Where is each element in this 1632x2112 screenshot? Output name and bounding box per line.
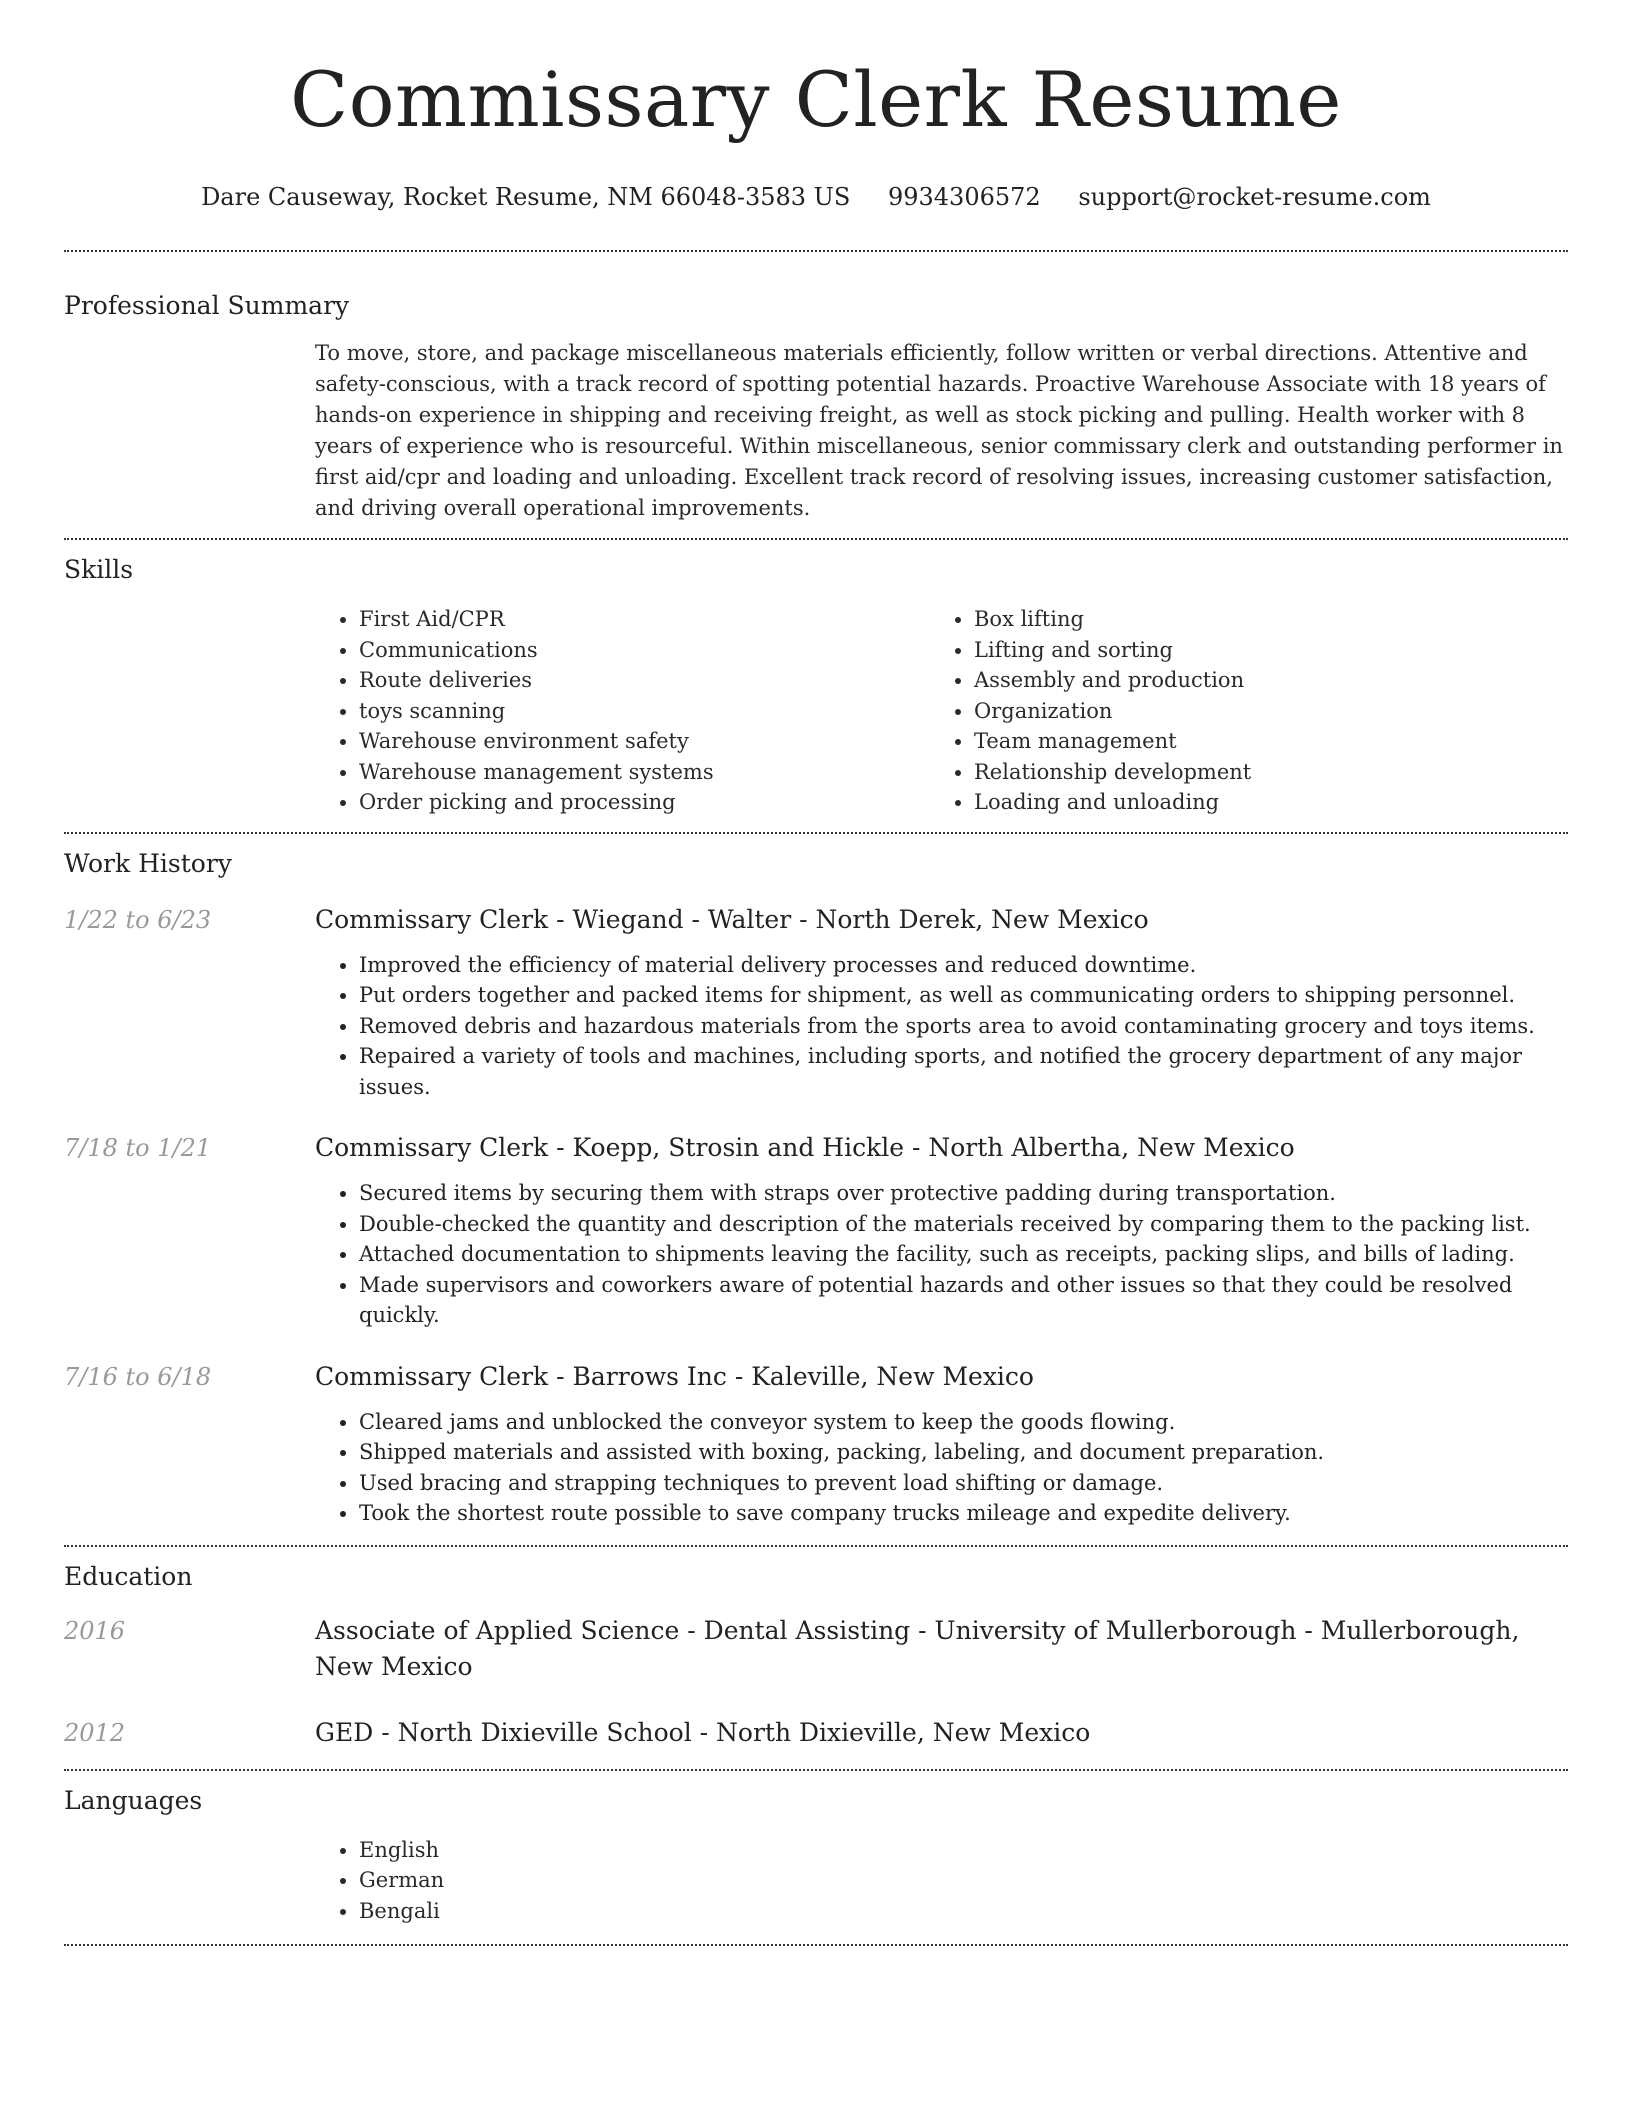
education-title: GED - North Dixieville School - North Dixieville, New Mexico	[315, 1717, 1091, 1747]
skill-item: • Team management	[974, 726, 1545, 757]
divider	[64, 1769, 1568, 1771]
job-bullet: • Improved the efficiency of material delivery processes and reduced downtime.	[359, 950, 1568, 981]
job-dates: 7/16 to 6/18	[64, 1362, 212, 1391]
job-title: Commissary Clerk - Barrows Inc - Kaleville, New Mexico	[315, 1361, 1034, 1391]
education-date: 2016	[64, 1616, 126, 1645]
skill-item: • Order picking and processing	[359, 787, 930, 818]
job-bullet: • Shipped materials and assisted with boxing, packing, labeling, and document preparation.	[359, 1437, 1568, 1468]
skill-item: • Route deliveries	[359, 665, 930, 696]
job-bullet: • Secured items by securing them with straps over protective padding during transportation.	[359, 1178, 1568, 1209]
job-entry	[64, 1130, 1568, 1331]
job-content	[315, 902, 1568, 1103]
skills-column-right	[930, 604, 1545, 818]
languages-list	[315, 1835, 1568, 1927]
job-bullet: • Double-checked the quantity and description of the materials received by comparing them to the packing list.	[359, 1209, 1568, 1240]
job-title: Commissary Clerk - Wiegand - Walter - North Derek, New Mexico	[315, 904, 1149, 934]
job-bullet: • Attached documentation to shipments leaving the facility, such as receipts, packing slips, and bills of lading.	[359, 1239, 1568, 1270]
job-bullet: • Removed debris and hazardous materials from the sports area to avoid contaminating grocery and toys items.	[359, 1011, 1568, 1042]
divider	[64, 832, 1568, 834]
section-title-languages: Languages	[64, 1785, 203, 1815]
phone-text: 9934306572	[887, 183, 1041, 211]
divider	[64, 250, 1568, 252]
job-content	[315, 1130, 1568, 1331]
language-item: • German	[359, 1865, 1568, 1896]
skill-item: • Loading and unloading	[974, 787, 1545, 818]
education-entry	[64, 1715, 1568, 1751]
resume-page	[64, 0, 1568, 1946]
skills-column-left	[315, 604, 930, 818]
contact-line	[64, 182, 1568, 212]
job-bullet: • Took the shortest route possible to save company trucks mileage and expedite delivery.	[359, 1498, 1568, 1529]
job-title: Commissary Clerk - Koepp, Strosin and Hickle - North Albertha, New Mexico	[315, 1133, 1295, 1162]
skill-item: • Organization	[974, 696, 1545, 727]
skills-list	[315, 604, 1568, 818]
skill-item: • Warehouse environment safety	[359, 726, 930, 757]
skill-item: • toys scanning	[359, 696, 930, 727]
language-item: • English	[359, 1835, 1568, 1866]
skill-item: • Communications	[359, 635, 930, 666]
education-date: 2012	[64, 1718, 126, 1747]
education-content	[315, 1613, 1568, 1685]
education-content	[315, 1715, 1568, 1751]
job-bullet: • Put orders together and packed items for shipment, as well as communicating orders to shipping personnel.	[359, 980, 1568, 1011]
skill-item: • First Aid/CPR	[359, 604, 930, 635]
job-content	[315, 1359, 1568, 1529]
skill-item: • Assembly and production	[974, 665, 1545, 696]
job-bullet: • Repaired a variety of tools and machines, including sports, and notified the grocery department of any major issues.	[359, 1041, 1568, 1102]
divider	[64, 1545, 1568, 1547]
skill-item: • Relationship development	[974, 757, 1545, 788]
job-dates: 7/18 to 1/21	[64, 1134, 212, 1162]
job-bullet: • Cleared jams and unblocked the conveyor system to keep the goods flowing.	[359, 1407, 1568, 1438]
section-title-education: Education	[64, 1561, 193, 1591]
job-dates: 1/22 to 6/23	[64, 905, 212, 934]
divider	[64, 538, 1568, 540]
skill-item: • Lifting and sorting	[974, 635, 1545, 666]
summary-text: To move, store, and package miscellaneous materials efficiently, follow written or verbal directions. Attentive and safety-conscious, with a track record of spotting potential hazards. Proactive Warehouse Associate with 18 years of hands-on experience in shipping and receiving freight, as well as stock picking and pulling. Health worker with 8 years of experience who is resourceful. Within miscellaneous, senior commissary clerk and outstanding performer in first aid/cpr and loading and unloading. Excellent track record of resolving issues, increasing customer satisfaction, and driving overall operational improvements.	[315, 341, 1563, 520]
email-text: support@rocket-resume.com	[1078, 183, 1431, 211]
section-title-summary: Professional Summary	[64, 291, 350, 320]
job-bullet: • Used bracing and strapping techniques to prevent load shifting or damage.	[359, 1468, 1568, 1499]
job-entry	[64, 902, 1568, 1103]
education-entry	[64, 1613, 1568, 1685]
section-title-work-history: Work History	[64, 848, 232, 878]
language-item: • Bengali	[359, 1896, 1568, 1927]
skill-item: • Warehouse management systems	[359, 757, 930, 788]
address-text: Dare Causeway, Rocket Resume, NM 66048-3583 US	[201, 183, 851, 211]
section-title-skills: Skills	[64, 555, 134, 584]
page-title: Commissary Clerk Resume	[290, 55, 1342, 144]
job-bullet: • Made supervisors and coworkers aware of potential hazards and other issues so that they could be resolved quickly.	[359, 1270, 1568, 1331]
job-entry	[64, 1359, 1568, 1529]
skill-item: • Box lifting	[974, 604, 1545, 635]
resume-header	[64, 0, 1568, 212]
divider	[64, 1944, 1568, 1946]
education-title: Associate of Applied Science - Dental Assisting - University of Mullerborough - Mullerborough, New Mexico	[315, 1615, 1520, 1681]
